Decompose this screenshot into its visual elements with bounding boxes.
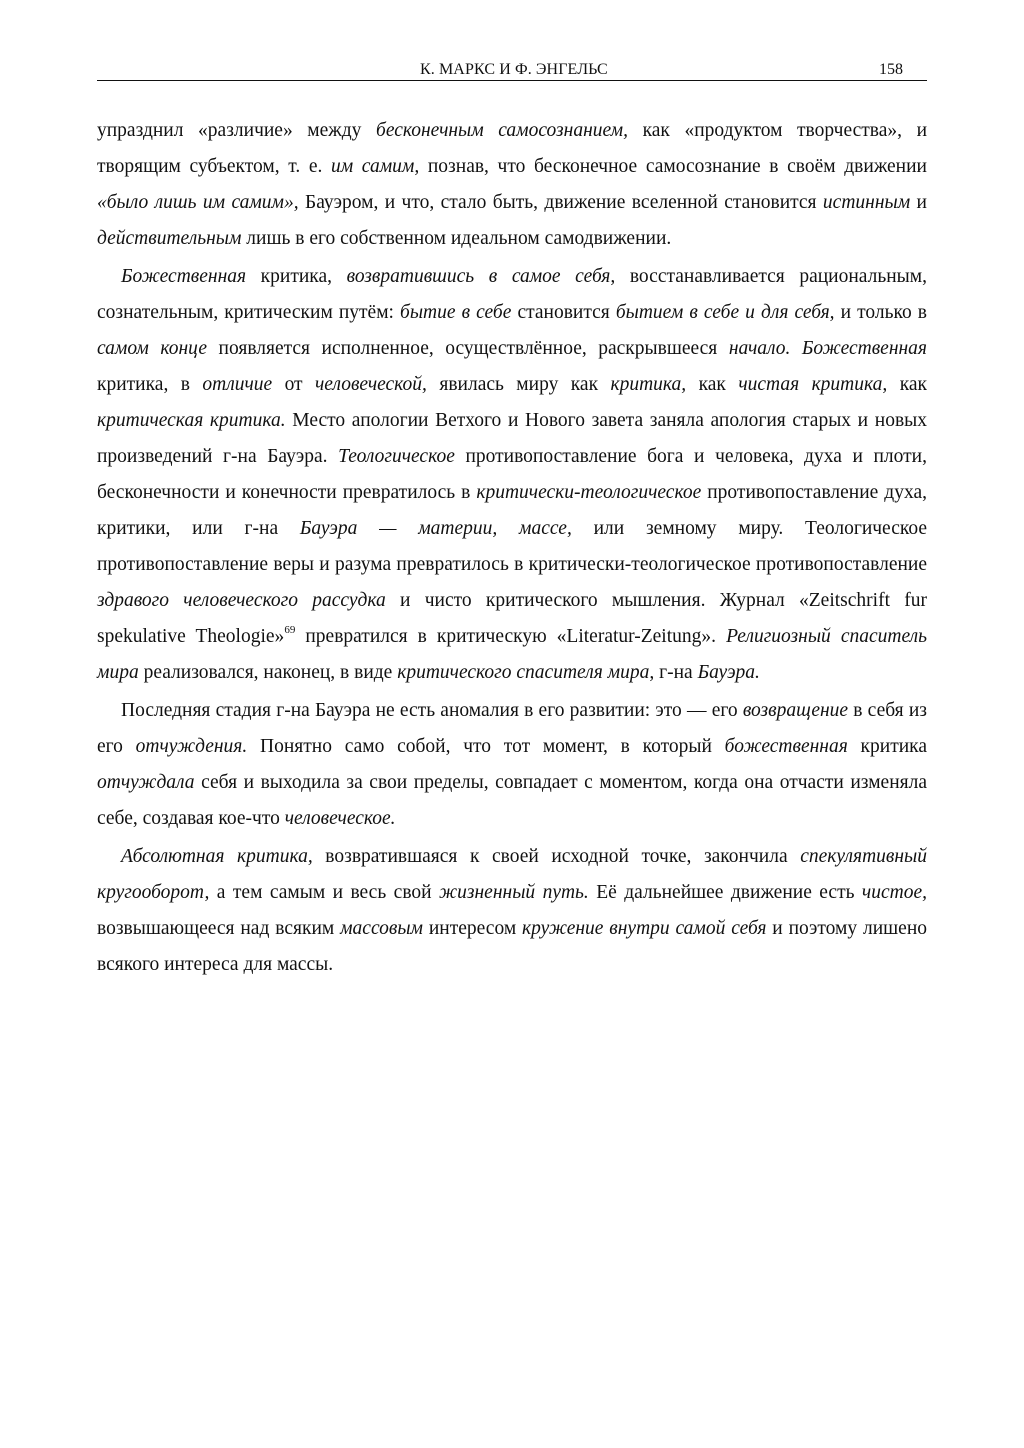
text-run: Понятно само собой, что тот момент, в который bbox=[247, 736, 725, 757]
emphasis: массовым bbox=[340, 918, 423, 939]
document-page bbox=[97, 58, 927, 983]
emphasis: критическая критика. bbox=[97, 410, 286, 431]
emphasis: божественная bbox=[724, 736, 848, 757]
text-run: восстанавливается рациональным, сознательным, критическим путём: bbox=[97, 266, 927, 323]
emphasis: Бауэра — материи, массе, bbox=[299, 518, 572, 539]
text-run: превратился в критическую «Literatur-Zeitung». bbox=[295, 626, 727, 647]
text-run: возвратившаяся к своей исходной точке, закончила bbox=[312, 846, 801, 867]
text-run: реализовался, наконец, в виде bbox=[138, 662, 398, 683]
emphasis: критика, bbox=[610, 374, 687, 395]
text-run: и поэтому лишено всякого интереса для массы. bbox=[97, 918, 928, 975]
emphasis: возвратившись в самое себя, bbox=[346, 266, 616, 287]
emphasis: отчуждения. bbox=[135, 736, 248, 757]
emphasis: здравого человеческого рассудка bbox=[97, 590, 386, 611]
emphasis: начало. Божественная bbox=[728, 338, 927, 359]
page-number: 158 bbox=[879, 61, 903, 78]
text-run: возвышающееся над всяким bbox=[97, 918, 341, 939]
paragraph-4 bbox=[97, 839, 927, 983]
text-run: Место апологии Ветхого и Нового завета заняла апология старых и новых произведений г-на Бауэра. bbox=[97, 410, 927, 467]
paragraph-1 bbox=[97, 113, 927, 257]
text-run: познав, что бесконечное самосознание в своём движении bbox=[419, 156, 927, 177]
text-run: критика, в bbox=[97, 374, 203, 395]
text-run: Последняя стадия г-на Бауэра не есть аномалия в его развитии: это — его bbox=[121, 700, 743, 721]
emphasis: бытие в себе bbox=[400, 302, 512, 323]
emphasis: Религиозный спаситель мира bbox=[97, 626, 928, 683]
text-run: интересом bbox=[422, 918, 523, 939]
paragraph-3 bbox=[97, 693, 927, 837]
text-run: г-на bbox=[654, 662, 698, 683]
text-run: упразднил «различие» между bbox=[97, 120, 377, 141]
emphasis: отличие bbox=[202, 374, 273, 395]
text-run: как «продуктом творчества», и творящим субъектом, т. е. bbox=[97, 120, 927, 177]
emphasis: критически-теологическое bbox=[476, 482, 702, 503]
emphasis: спекулятивный кругооборот, bbox=[97, 846, 927, 903]
text-run: или земному миру. Теологическое противопоставление веры и разума превратилось в критически-теологическое противопоставление bbox=[97, 518, 927, 575]
text-run: противопоставление духа, критики, или г-на bbox=[97, 482, 927, 539]
emphasis: Теологическое bbox=[338, 446, 455, 467]
emphasis: Бауэра. bbox=[697, 662, 760, 683]
text-run: критика bbox=[847, 736, 928, 757]
text-run: появляется исполненное, осуществлённое, раскрывшееся bbox=[207, 338, 729, 359]
emphasis: «было лишь им самим», bbox=[97, 192, 299, 213]
body-text bbox=[97, 113, 927, 983]
text-run: а тем самым и весь свой bbox=[209, 882, 440, 903]
page-header bbox=[97, 58, 927, 81]
emphasis: возвращение bbox=[742, 700, 849, 721]
emphasis: жизненный путь. bbox=[439, 882, 589, 903]
emphasis: отчуждала bbox=[97, 772, 195, 793]
running-title: К. МАРКС И Ф. ЭНГЕЛЬС bbox=[420, 61, 608, 78]
text-run: и только в bbox=[834, 302, 927, 323]
text-run: как bbox=[887, 374, 927, 395]
text-run: противопоставление бога и человека, духа и плоти, бесконечности и конечности превратилось в bbox=[97, 446, 927, 503]
text-run: как bbox=[686, 374, 739, 395]
emphasis: критического спасителя мира, bbox=[397, 662, 655, 683]
text-run: становится bbox=[511, 302, 616, 323]
emphasis: Божественная bbox=[121, 266, 247, 287]
emphasis: им самим, bbox=[330, 156, 420, 177]
emphasis: чистое, bbox=[861, 882, 927, 903]
text-run: явилась миру как bbox=[426, 374, 611, 395]
emphasis: Абсолютная критика, bbox=[121, 846, 313, 867]
text-run: Её дальнейшее движение есть bbox=[588, 882, 862, 903]
emphasis: чистая критика, bbox=[738, 374, 888, 395]
text-run: себя и выходила за свои пределы, совпадает с моментом, когда она отчасти изменяла себе, создавая кое-что bbox=[97, 772, 927, 829]
emphasis: кружение внутри самой себя bbox=[522, 918, 767, 939]
text-run: и чисто критического мышления. Журнал «Zeitschrift fur spekulative Theologie» bbox=[97, 590, 927, 647]
text-run: и bbox=[910, 192, 927, 213]
emphasis: самом конце bbox=[97, 338, 208, 359]
text-run: от bbox=[272, 374, 315, 395]
emphasis: бытием в себе и для себя, bbox=[615, 302, 835, 323]
paragraph-2 bbox=[97, 259, 927, 691]
footnote-marker: 69 bbox=[284, 624, 296, 636]
emphasis: бесконечным самосознанием, bbox=[376, 120, 628, 141]
text-run: Бауэром, и что, стало быть, движение вселенной становится bbox=[298, 192, 823, 213]
emphasis: истинным bbox=[822, 192, 911, 213]
emphasis: человеческой, bbox=[315, 374, 427, 395]
text-run: в себя из его bbox=[97, 700, 927, 757]
text-run: критика, bbox=[246, 266, 347, 287]
emphasis: действительным bbox=[97, 228, 242, 249]
emphasis: человеческое. bbox=[284, 808, 396, 829]
text-run: лишь в его собственном идеальном самодвижении. bbox=[241, 228, 672, 249]
